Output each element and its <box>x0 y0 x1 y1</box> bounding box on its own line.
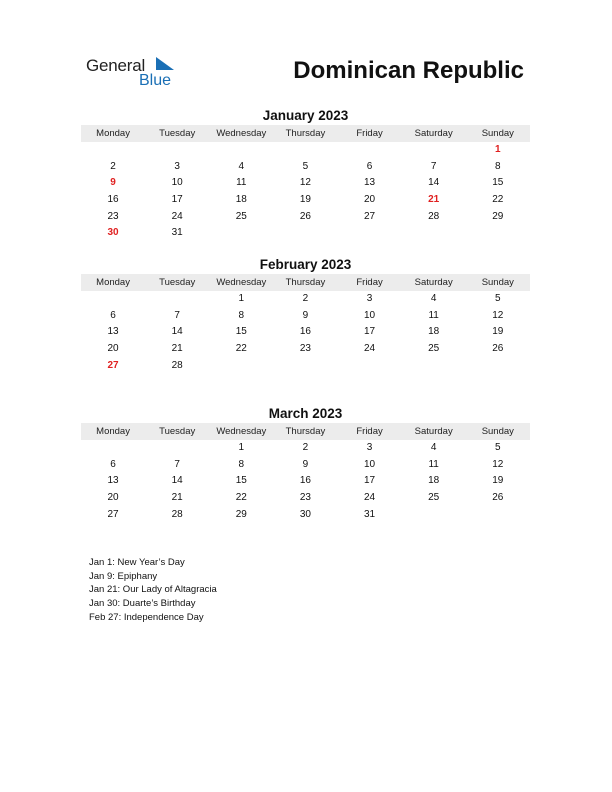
holiday-note: Jan 30: Duarte’s Birthday <box>89 598 196 610</box>
weekday-header: Saturday <box>402 274 466 291</box>
day-cell: 6 <box>110 458 116 470</box>
day-cell: 3 <box>366 442 373 453</box>
day-cell: 5 <box>495 442 501 453</box>
day-cell: 14 <box>171 326 183 338</box>
empty-cell <box>81 440 145 457</box>
weekday-header: Saturday <box>402 423 466 440</box>
holiday-notes <box>89 556 217 624</box>
weekday-header: Monday <box>81 274 145 291</box>
day-cell: 16 <box>107 194 119 206</box>
day-cell: 3 <box>174 160 180 172</box>
empty-cell <box>338 225 402 242</box>
month-march <box>81 405 530 523</box>
day-cell: 8 <box>495 160 501 172</box>
empty-cell <box>402 142 466 159</box>
holiday-note: Jan 21: Our Lady of Altagracia <box>89 584 217 596</box>
weekday-header: Tuesday <box>145 125 209 142</box>
day-cell: 4 <box>238 160 245 172</box>
day-cell: 14 <box>171 475 183 487</box>
day-cell: 23 <box>299 492 311 504</box>
day-cell: 24 <box>171 210 183 222</box>
day-cell: 11 <box>428 309 439 321</box>
day-cell: 28 <box>171 359 183 371</box>
day-cell: 25 <box>235 210 247 222</box>
day-cell: 18 <box>428 475 440 487</box>
weekday-header: Tuesday <box>145 423 209 440</box>
empty-cell <box>273 142 337 159</box>
holiday-note: Jan 1: New Year’s Day <box>89 557 185 568</box>
day-cell: 21 <box>428 194 440 206</box>
day-cell: 13 <box>107 475 119 487</box>
day-cell: 6 <box>366 160 373 172</box>
weekday-header: Friday <box>338 423 402 440</box>
day-cell: 21 <box>171 492 183 504</box>
weekday-header: Tuesday <box>145 274 209 291</box>
day-cell: 9 <box>110 177 116 189</box>
empty-cell <box>209 358 273 375</box>
empty-cell <box>273 358 337 375</box>
day-cell: 27 <box>107 508 119 520</box>
day-cell: 23 <box>299 343 311 355</box>
day-cell: 11 <box>428 458 439 470</box>
empty-cell <box>466 507 530 524</box>
logo <box>86 56 186 94</box>
logo-flag-icon <box>154 56 176 72</box>
month-grid <box>81 274 530 374</box>
day-cell: 4 <box>430 442 437 453</box>
day-cell: 22 <box>235 492 247 504</box>
day-cell: 2 <box>110 160 116 172</box>
day-cell: 27 <box>364 210 376 222</box>
day-cell: 20 <box>107 492 119 504</box>
day-cell: 11 <box>236 177 247 189</box>
day-cell: 30 <box>107 227 119 239</box>
weekday-header: Monday <box>81 125 145 142</box>
day-cell: 17 <box>364 475 376 487</box>
day-cell: 26 <box>299 210 311 222</box>
day-cell: 21 <box>171 343 183 355</box>
day-cell: 15 <box>492 177 504 189</box>
empty-cell <box>209 142 273 159</box>
day-cell: 25 <box>428 343 440 355</box>
empty-cell <box>81 142 145 159</box>
empty-cell <box>402 358 466 375</box>
day-cell: 28 <box>428 210 440 222</box>
day-cell: 25 <box>428 492 440 504</box>
day-cell: 20 <box>107 343 119 355</box>
logo-word-blue: Blue <box>139 72 172 89</box>
empty-cell <box>338 142 402 159</box>
day-cell: 13 <box>107 326 119 338</box>
day-cell: 10 <box>171 177 183 189</box>
day-cell: 12 <box>492 309 504 321</box>
day-cell: 22 <box>235 343 247 355</box>
empty-cell <box>466 358 530 375</box>
empty-cell <box>273 225 337 242</box>
weekday-header: Wednesday <box>209 125 273 142</box>
weekday-header: Wednesday <box>209 274 273 291</box>
weekday-header: Friday <box>338 125 402 142</box>
day-cell: 1 <box>238 442 245 453</box>
day-cell: 24 <box>364 343 376 355</box>
day-cell: 29 <box>235 508 247 520</box>
day-cell: 15 <box>235 326 247 338</box>
day-cell: 31 <box>364 508 376 520</box>
empty-cell <box>402 225 466 242</box>
day-cell: 2 <box>302 442 309 453</box>
day-cell: 12 <box>492 458 504 470</box>
day-cell: 31 <box>171 227 183 239</box>
day-cell: 27 <box>107 359 119 371</box>
empty-cell <box>81 291 145 308</box>
empty-cell <box>338 358 402 375</box>
weekday-header: Monday <box>81 423 145 440</box>
weekday-header: Sunday <box>466 423 530 440</box>
day-cell: 6 <box>110 309 116 321</box>
day-cell: 19 <box>492 326 504 338</box>
day-cell: 30 <box>299 508 311 520</box>
month-february <box>81 256 530 374</box>
day-cell: 29 <box>492 210 504 222</box>
day-cell: 9 <box>302 458 309 470</box>
day-cell: 18 <box>428 326 440 338</box>
day-cell: 7 <box>174 458 180 470</box>
day-cell: 7 <box>430 160 437 172</box>
day-cell: 22 <box>492 194 504 206</box>
weekday-header: Thursday <box>273 274 337 291</box>
empty-cell <box>402 507 466 524</box>
weekday-header: Friday <box>338 274 402 291</box>
weekday-header: Saturday <box>402 125 466 142</box>
weekday-header: Sunday <box>466 274 530 291</box>
day-cell: 12 <box>299 177 311 189</box>
day-cell: 1 <box>495 144 501 155</box>
day-cell: 15 <box>235 475 247 487</box>
day-cell: 19 <box>299 194 311 206</box>
month-title: March 2023 <box>268 406 343 421</box>
day-cell: 16 <box>299 326 311 338</box>
day-cell: 2 <box>302 293 309 304</box>
month-title: February 2023 <box>259 257 352 272</box>
day-cell: 14 <box>428 177 440 189</box>
day-cell: 20 <box>364 194 376 206</box>
empty-cell <box>466 225 530 242</box>
day-cell: 26 <box>492 343 504 355</box>
day-cell: 7 <box>174 309 180 321</box>
weekday-header: Thursday <box>273 423 337 440</box>
day-cell: 24 <box>364 492 376 504</box>
day-cell: 3 <box>366 293 373 304</box>
month-grid <box>81 125 530 242</box>
day-cell: 19 <box>492 475 504 487</box>
empty-cell <box>145 142 209 159</box>
day-cell: 26 <box>492 492 504 504</box>
day-cell: 1 <box>238 293 245 304</box>
day-cell: 17 <box>171 194 183 206</box>
day-cell: 18 <box>235 194 247 206</box>
day-cell: 9 <box>302 309 309 321</box>
day-cell: 10 <box>364 458 376 470</box>
month-january <box>81 107 530 242</box>
month-title: January 2023 <box>262 108 349 123</box>
day-cell: 5 <box>302 160 309 172</box>
holiday-note: Feb 27: Independence Day <box>89 611 204 623</box>
weekday-header: Thursday <box>273 125 337 142</box>
day-cell: 8 <box>238 458 245 470</box>
day-cell: 17 <box>364 326 376 338</box>
holiday-note: Jan 9: Epiphany <box>89 570 158 582</box>
day-cell: 8 <box>238 309 245 321</box>
day-cell: 10 <box>364 309 376 321</box>
empty-cell <box>145 291 209 308</box>
weekday-header: Wednesday <box>209 423 273 440</box>
empty-cell <box>209 225 273 242</box>
weekday-header: Sunday <box>466 125 530 142</box>
logo-word-general: General <box>86 56 146 75</box>
empty-cell <box>145 440 209 457</box>
day-cell: 5 <box>495 293 501 304</box>
day-cell: 16 <box>299 475 311 487</box>
day-cell: 28 <box>171 508 183 520</box>
day-cell: 23 <box>107 210 119 222</box>
country-title: Dominican Republic <box>293 57 524 84</box>
day-cell: 4 <box>430 293 437 304</box>
day-cell: 13 <box>364 177 376 189</box>
month-grid <box>81 423 530 523</box>
